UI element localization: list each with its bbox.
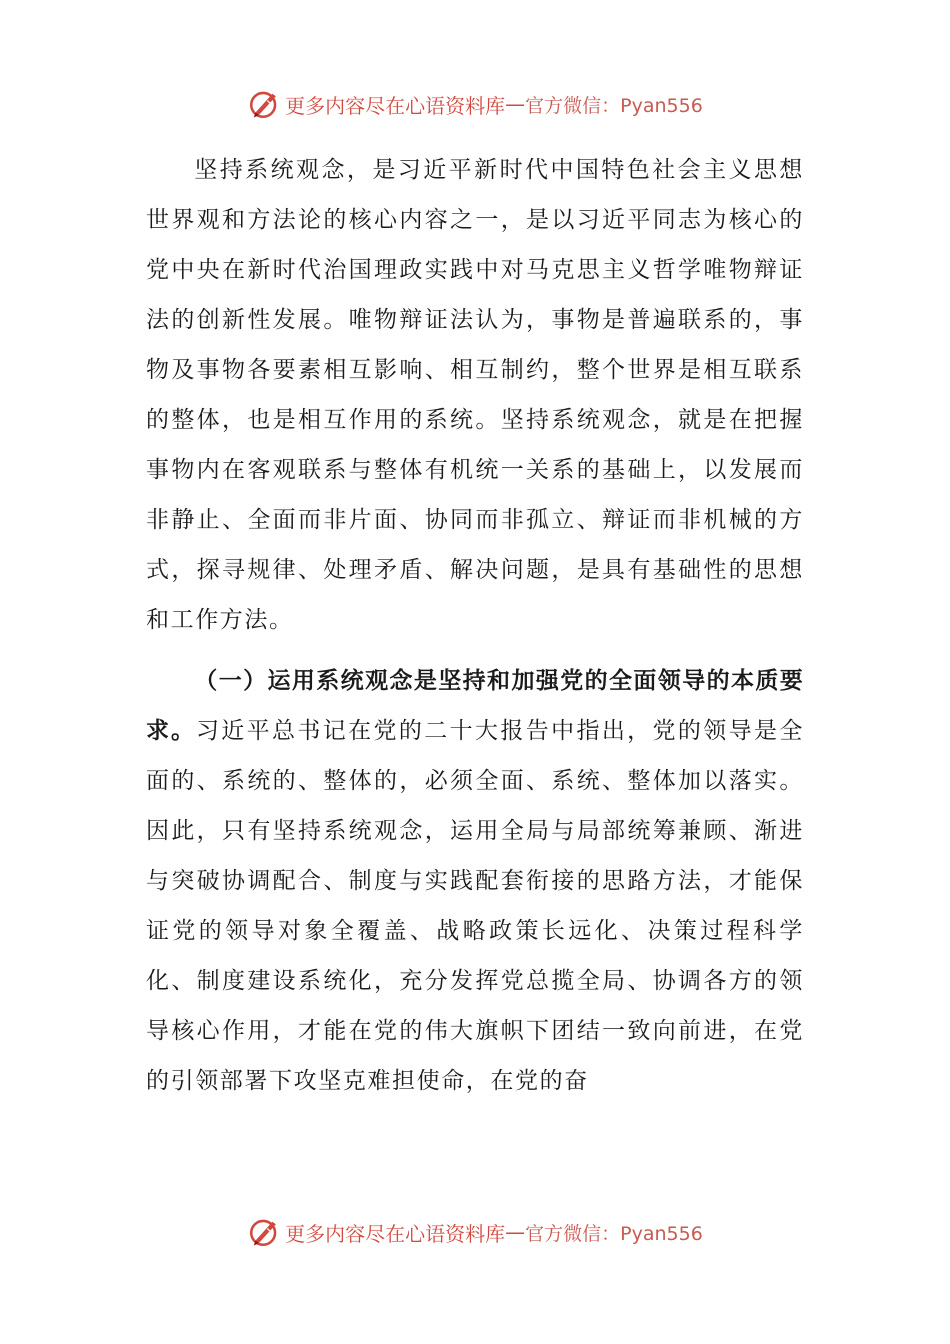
watermark-dash: — [505,92,526,116]
watermark-wechat: 官方微信：Pyan556 [525,94,703,117]
paragraph-section-one [146,656,804,1106]
watermark-dash: — [505,1220,526,1244]
section-body: 习近平总书记在党的二十大报告中指出，党的领导是全面的、系统的、整体的，必须全面、系统、整体加以落实。因此，只有坚持系统观念，运用全局与局部统筹兼顾、渐进与突破协调配合、制度与实践配套衔接的思路方法，才能保证党的领导对象全覆盖、战略政策长远化、决策过程科学化、制度建设系统化，充分发挥党总揽全局、协调各方的领导核心作用，才能在党的伟大旗帜下团结一致向前进，在党的引领部署下攻坚克难担使命，在党的奋 [146,718,804,1094]
watermark-site-name: 更多内容尽在心语资料库 [285,1221,506,1246]
section-heading: （一）运用系统观念是坚持和加强党的全面领导的本质要求。 [146,668,804,744]
pen-logo-icon [247,87,281,121]
header-watermark [0,82,950,126]
pen-logo-icon [247,1215,281,1249]
paragraph-intro: 坚持系统观念，是习近平新时代中国特色社会主义思想世界观和方法论的核心内容之一，是以习近平同志为核心的党中央在新时代治国理政实践中对马克思主义哲学唯物辩证法的创新性发展。唯物辩证法认为，事物是普遍联系的，事物及事物各要素相互影响、相互制约，整个世界是相互联系的整体，也是相互作用的系统。坚持系统观念，就是在把握事物内在客观联系与整体有机统一关系的基础上，以发展而非静止、全面而非片面、协同而非孤立、辩证而非机械的方式，探寻规律、处理矛盾、解决问题，是具有基础性的思想和工作方法。 [146,157,804,633]
watermark-site-name: 更多内容尽在心语资料库 [285,93,506,118]
document-body [146,145,804,1106]
footer-watermark [0,1210,950,1254]
watermark-wechat: 官方微信：Pyan556 [525,1222,703,1245]
